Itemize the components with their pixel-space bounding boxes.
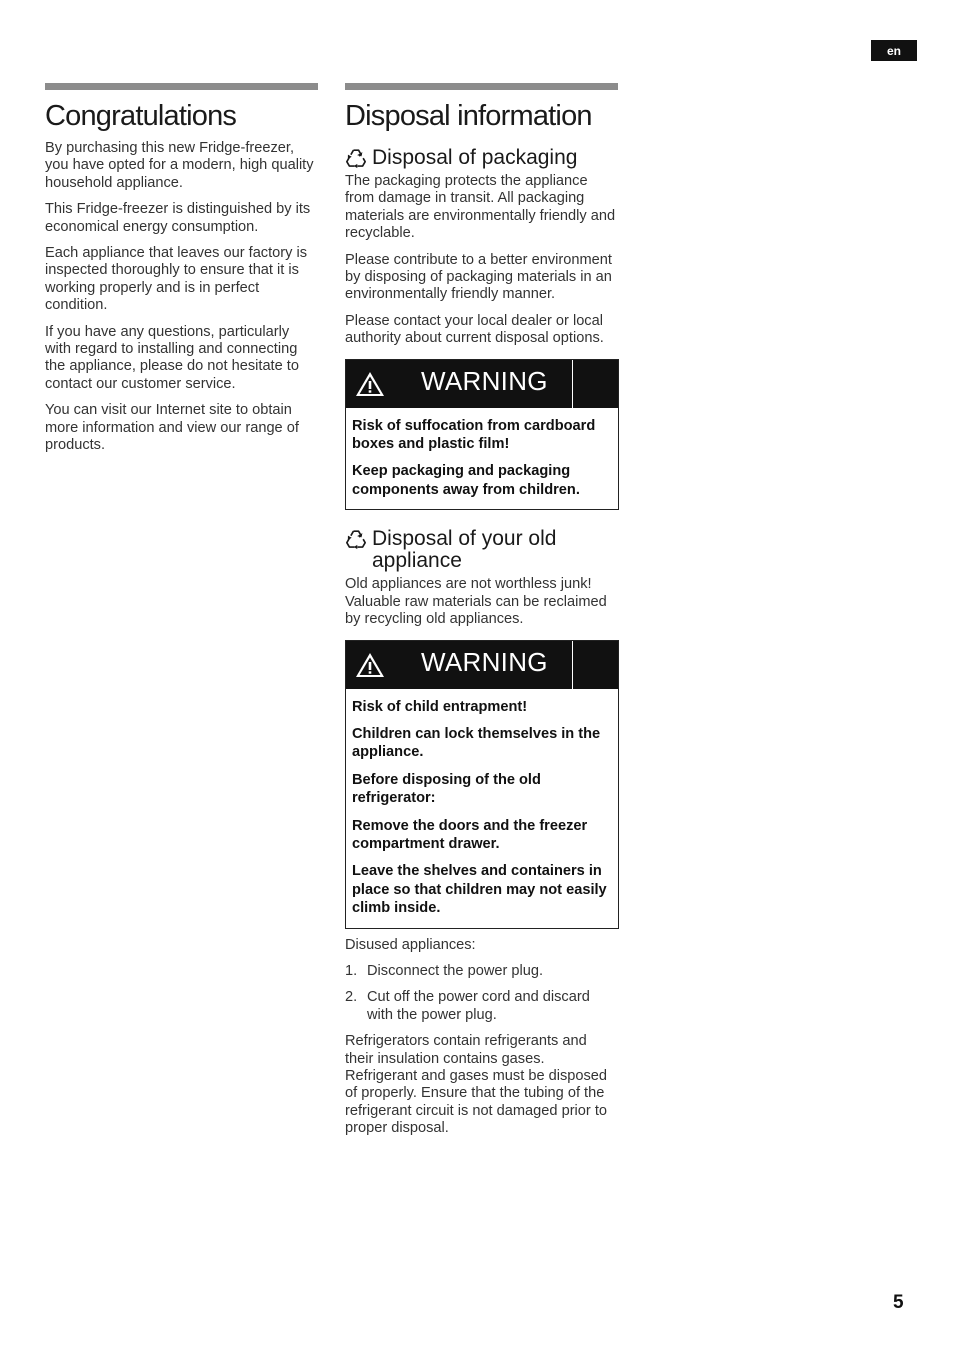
warning-header — [346, 360, 618, 408]
list-item — [345, 963, 619, 980]
packaging-heading-text: Disposal of packaging — [372, 146, 578, 169]
congratulations-paragraph: This Fridge-freezer is distinguished by its economical energy consumption. — [45, 201, 311, 235]
section-rule — [45, 83, 318, 90]
language-badge: en — [871, 40, 917, 61]
warning-line: Children can lock themselves in the appliance. — [352, 725, 601, 761]
warning-triangle-icon — [354, 370, 386, 398]
congratulations-paragraph: By purchasing this new Fridge-freezer, you have opted for a modern, high quality household appliance. — [45, 140, 314, 191]
packaging-paragraph: Please contact your local dealer or local authority about current disposal options. — [345, 312, 604, 347]
disposal-title: Disposal information — [345, 100, 592, 132]
warning-divider — [572, 360, 573, 408]
congratulations-section — [45, 83, 318, 455]
packaging-paragraph: Please contribute to a better environment by disposing of packaging materials in an environmentally friendly manner. — [345, 251, 612, 303]
recycle-icon — [345, 147, 367, 169]
warning-line: Keep packaging and packaging components away from children. — [352, 463, 580, 498]
step-text: Disconnect the power plug. — [367, 962, 544, 979]
warning-title: WARNING — [421, 365, 548, 396]
step-number: 1. — [345, 962, 358, 979]
packaging-heading — [345, 147, 619, 169]
section-rule — [345, 83, 618, 90]
packaging-paragraph: The packaging protects the appliance from damage in transit. All packaging materials are environmentally friendly and recyclable. — [345, 173, 616, 242]
warning-line: Remove the doors and the freezer compartment drawer. — [352, 817, 588, 852]
warning-header — [346, 641, 618, 689]
step-number: 2. — [345, 989, 358, 1006]
warning-line: Risk of child entrapment! — [352, 698, 528, 715]
packaging-warning-box — [345, 359, 619, 511]
warning-line: Leave the shelves and containers in place so that children may not easily climb inside. — [352, 863, 607, 917]
congratulations-paragraph: You can visit our Internet site to obtain more information and view our range of products. — [45, 402, 299, 454]
warning-line: Risk of suffocation from cardboard boxes and plastic film! — [352, 417, 596, 453]
list-item — [345, 989, 619, 1024]
congratulations-paragraph: Each appliance that leaves our factory is inspected thoroughly to ensure that it is working properly and is in perfect condition. — [45, 245, 308, 314]
old-appliance-subsection — [345, 528, 619, 1137]
disposal-section — [345, 83, 619, 1138]
disposal-steps-list — [345, 963, 619, 1024]
old-appliance-heading-text: Disposal of your old appliance — [372, 527, 557, 573]
old-appliance-intro: Old appliances are not worthless junk! Valuable raw materials can be reclaimed by recycling old appliances. — [345, 576, 607, 628]
old-appliance-heading — [345, 528, 619, 572]
warning-triangle-icon — [354, 651, 386, 679]
congratulations-title: Congratulations — [45, 100, 237, 132]
old-appliance-warning-box — [345, 640, 619, 929]
closing-paragraph: Refrigerators contain refrigerants and their insulation contains gases. Refrigerant and gases must be disposed of properly. Ensure that the tubing of the refrigerant circuit is not damaged prior to proper disposal. — [345, 1033, 608, 1137]
warning-line: Before disposing of the old refrigerator: — [352, 771, 541, 807]
disused-label: Disused appliances: — [345, 936, 476, 953]
warning-title: WARNING — [421, 646, 548, 677]
page-number: 5 — [893, 1292, 904, 1313]
recycle-icon — [345, 528, 367, 550]
congratulations-paragraph: If you have any questions, particularly with regard to installing and connecting the appliance, please do not hesitate to contact our customer service. — [45, 323, 299, 392]
warning-divider — [572, 641, 573, 689]
step-text: Cut off the power cord and discard with the power plug. — [367, 989, 590, 1023]
packaging-subsection — [345, 147, 619, 510]
